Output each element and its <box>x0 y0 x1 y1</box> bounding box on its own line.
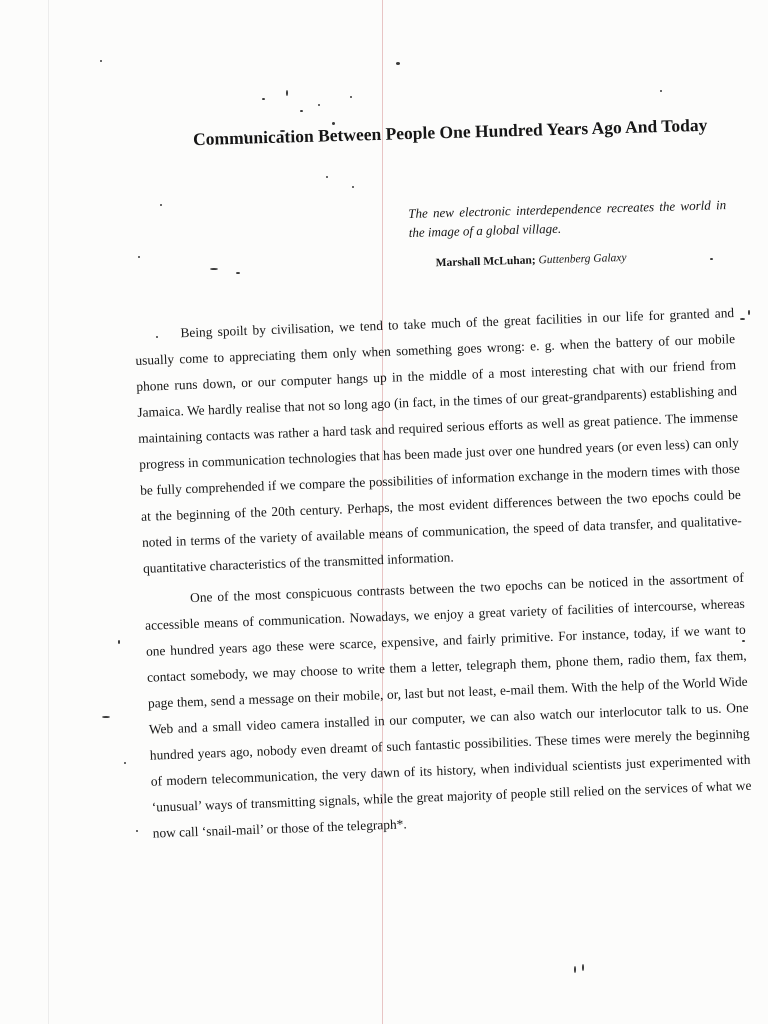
scan-speck <box>352 186 354 188</box>
body-text <box>134 300 753 847</box>
scan-speck <box>136 830 138 832</box>
scan-speck <box>236 272 240 274</box>
scan-speck <box>350 96 352 98</box>
page-edge-shadow <box>48 0 49 1024</box>
scan-speck <box>326 176 328 178</box>
scan-speck <box>210 268 218 270</box>
scan-speck <box>100 60 102 62</box>
epigraph-book: Guttenberg Galaxy <box>538 251 627 267</box>
scan-speck <box>660 90 662 92</box>
scan-speck <box>286 90 288 96</box>
epigraph-source <box>435 247 727 271</box>
scan-speck <box>102 716 110 718</box>
paragraph-2: One of the most conspicuous contrasts between the two epochs can be noticed in the assortment of accessible means of communication. Nowadays, we enjoy a great variety of facilities of intercourse, whereas one hundred years ago these were scarce, expensive, and fairly primitive. For instance, today, if we want to contact somebody, we may choose to write them a letter, telegraph them, phone them, radio them, fax them, page them, send a message on their mobile, or, last but not least, e-mail them. With the help of the World Wide Web and a small video camera installed in our computer, we can also watch our interlocutor talk to us. One hundred years ago, nobody even dreamt of such fantastic possibilities. These times were merely the beginning of modern telecommunication, the very dawn of its history, when individual scientists just experimented with ‘unusual’ ways of transmitting signals, while the great majority of people still relied on the services of what we now call ‘snail-mail’ or those of the telegraph*. <box>144 569 752 841</box>
epigraph <box>408 195 728 272</box>
scan-speck <box>582 964 584 971</box>
scan-speck <box>262 98 265 100</box>
scan-speck <box>748 310 750 315</box>
document-title: Communication Between People One Hundred Years Ago And Today <box>192 114 708 150</box>
paragraph-1: Being spoilt by civilisation, we tend to take much of the great facilities in our life for granted and usually come to appreciating them only when something goes wrong: e. g. when the battery of our mobile phone runs down, or our computer hangs up in the middle of a most interesting chat with our friend from Jamaica. We hardly realise that not so long ago (in fact, in the times of our great-grandparents) establishing and maintaining contacts was rather a hard task and required serious efforts as well as great patience. The immense progress in communication technologies that has been made just over one hundred years (or even less) can only be fully comprehended if we compare the possibilities of information exchange in the modern times with those at the beginning of the 20th century. Perhaps, the most evident differences between the two epochs could be noted in terms of the variety of available means of communication, the speed of data transfer, and qualitative-quantitative characteristics of the transmitted information. <box>135 305 742 576</box>
scan-speck <box>318 104 320 106</box>
scan-speck <box>138 256 140 258</box>
epigraph-quote: The new electronic interdependence recreates the world in the image of a global village. <box>408 197 727 240</box>
scan-speck <box>300 110 303 112</box>
scan-speck <box>124 762 126 764</box>
scan-speck <box>396 62 400 65</box>
scan-speck <box>118 640 120 644</box>
scan-speck <box>160 204 162 206</box>
epigraph-author: Marshall McLuhan; <box>435 254 536 270</box>
scan-speck <box>574 966 576 973</box>
scan-speck <box>740 318 745 320</box>
